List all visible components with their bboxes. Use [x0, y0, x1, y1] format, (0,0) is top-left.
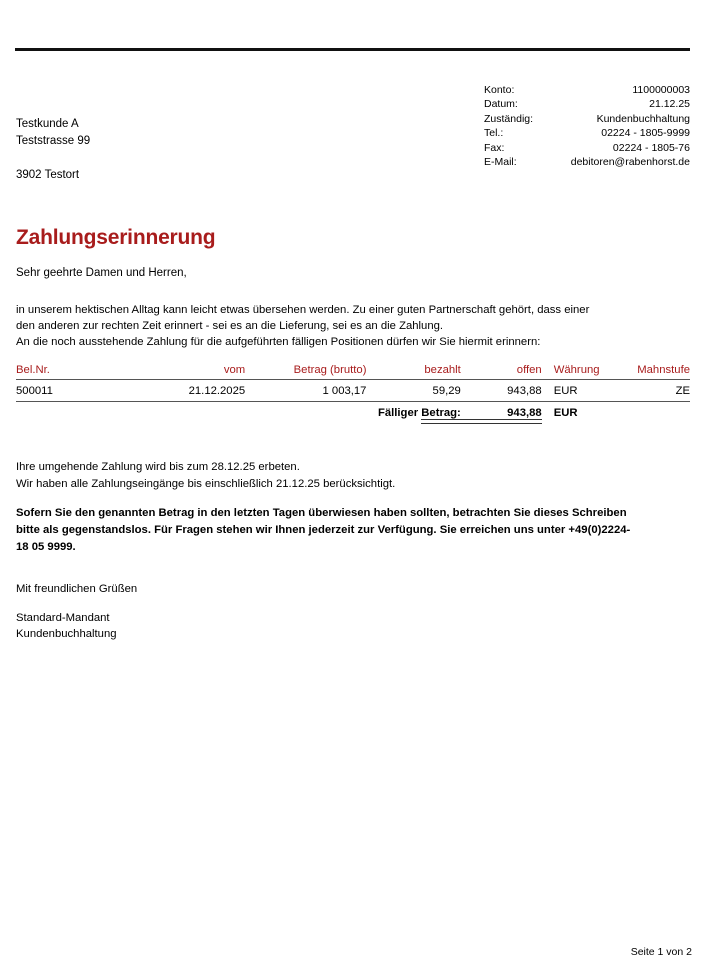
info-label-tel: Tel.: [484, 127, 504, 140]
total-amount-value: 943,88 [507, 407, 542, 419]
info-row-email [484, 155, 690, 169]
column-header-waehrung: Währung [553, 364, 600, 376]
recipient-address [16, 116, 90, 184]
page-footer: Seite 1 von 2 [630, 946, 692, 958]
info-row-fax [484, 141, 690, 155]
info-row-zustaendig [484, 112, 690, 126]
column-header-offen: offen [516, 364, 542, 376]
cell-betrag: 1 003,17 [322, 385, 367, 397]
table-header [16, 364, 690, 380]
cell-belnr: 500011 [16, 385, 53, 397]
cell-mahnstufe: ZE [675, 385, 690, 397]
cell-vom: 21.12.2025 [188, 385, 246, 397]
info-row-datum [484, 97, 690, 111]
cell-bezahlt: 59,29 [432, 385, 461, 397]
table-body [16, 380, 690, 424]
payment-note-line-1: Ihre umgehende Zahlung wird bis zum 28.12.25 erbeten. [16, 461, 300, 473]
address-spacer [16, 150, 90, 167]
column-header-mahnstufe: Mahnstufe [637, 364, 690, 376]
total-spacer-4 [616, 402, 690, 424]
intro-line-1: in unserem hektischen Alltag kann leicht etwas übersehen werden. Zu einer guten Partnerschaft gehört, dass einer [16, 304, 590, 316]
info-label-konto: Konto: [484, 84, 515, 96]
info-value-email: debitoren@rabenhorst.de [570, 156, 690, 169]
total-double-underline [421, 419, 542, 424]
info-value-konto: 1100000003 [632, 84, 690, 96]
address-street: Teststrasse 99 [16, 135, 91, 147]
info-label-email: E-Mail: [484, 156, 517, 169]
contact-info-block [484, 83, 690, 169]
info-value-zustaendig: Kundenbuchhaltung [596, 112, 690, 125]
info-label-zustaendig: Zuständig: [484, 112, 534, 125]
info-label-datum: Datum: [484, 98, 518, 111]
address-city: 3902 Testort [16, 169, 80, 181]
total-currency: EUR [553, 407, 578, 419]
column-header-betrag: Betrag (brutto) [293, 364, 367, 376]
table-header-row [16, 364, 690, 380]
closing-greeting: Mit freundlichen Grüßen [16, 583, 138, 595]
intro-line-2: den anderen zur rechten Zeit erinnert - sei es an die Lieferung, sei es an die Zahlung. [16, 320, 444, 333]
salutation: Sehr geehrte Damen und Herren, [16, 267, 187, 279]
disclaimer-line-3: 18 05 9999. [16, 541, 76, 553]
disclaimer-line-1: Sofern Sie den genannten Betrag in den letzten Tagen überwiesen haben sollten, betrachten Sie dieses Schreiben [16, 507, 627, 519]
header-divider [15, 48, 690, 51]
column-header-bezahlt: bezahlt [424, 364, 461, 376]
document-title: Zahlungserinnerung [16, 226, 216, 249]
total-spacer-3 [245, 402, 366, 424]
total-amount [461, 402, 542, 424]
info-value-datum: 21.12.25 [649, 98, 690, 111]
column-header-vom: vom [223, 364, 246, 376]
info-label-fax: Fax: [484, 141, 505, 154]
signature-department: Kundenbuchhaltung [16, 627, 117, 640]
column-header-belnr: Bel.Nr. [16, 364, 50, 376]
signature-block [16, 611, 117, 642]
total-label: Fälliger Betrag: [377, 407, 461, 419]
address-name: Testkunde A [16, 118, 79, 130]
signature-company: Standard-Mandant [16, 612, 110, 624]
disclaimer-paragraph [16, 505, 692, 556]
payment-note [16, 459, 690, 492]
intro-line-3: An die noch ausstehende Zahlung für die aufgeführten fälligen Positionen dürfen wir Sie hiermit erinnern: [16, 336, 541, 349]
cell-waehrung: EUR [553, 385, 578, 397]
invoice-items-table [16, 364, 690, 423]
info-value-fax: 02224 - 1805-76 [612, 141, 690, 154]
table-total-row [16, 402, 690, 424]
disclaimer-line-2: bitte als gegenstandslos. Für Fragen stehen wir Ihnen jederzeit zur Verfügung. Sie erreichen uns unter +49(0)2224- [16, 524, 631, 536]
info-value-tel: 02224 - 1805-9999 [601, 127, 690, 140]
intro-paragraph [16, 302, 690, 351]
cell-offen: 943,88 [507, 385, 542, 397]
total-spacer-2 [131, 402, 246, 424]
info-row-tel [484, 126, 690, 140]
total-spacer-1 [16, 402, 131, 424]
info-row-konto [484, 83, 690, 97]
payment-note-line-2: Wir haben alle Zahlungseingänge bis einschließlich 21.12.25 berücksichtigt. [16, 477, 396, 490]
table-row [16, 380, 690, 402]
